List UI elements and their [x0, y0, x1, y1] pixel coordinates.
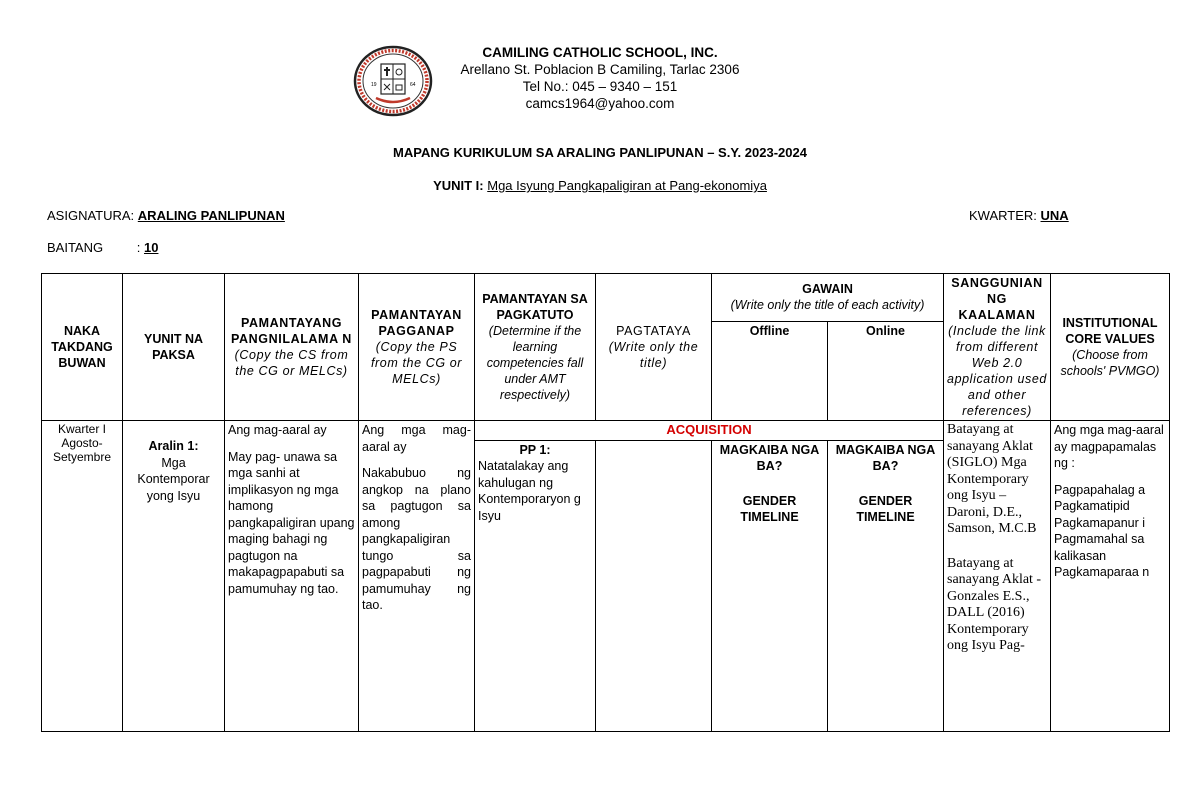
cell-online-activity: MAGKAIBA NGA BA? GENDER TIMELINE	[828, 440, 944, 732]
subject-label: ASIGNATURA:	[47, 208, 135, 223]
school-email: camcs1964@yahoo.com	[525, 96, 675, 111]
grade-label: BAITANG	[47, 240, 104, 255]
svg-text:19: 19	[371, 82, 377, 88]
cell-content-standard: Ang mag-aaral ay May pag- unawa sa mga sanhi at implikasyon ng mga hamong pangkapaligiran upang maging bahagi ng pagtugon na makapagpapabuti sa pamumuhay ng tao.	[225, 421, 359, 732]
header-references: SANGGUNIAN NG KAALAMAN (Include the link from different Web 2.0 application used and other references)	[944, 274, 1051, 421]
cell-performance-standard: Ang mga mag-aaral ay Nakabubuo ng angkop na plano sa pagtugon sa among pangkapaligiran tungo sa pagpapabuti ng pamumuhay ng tao.	[359, 421, 475, 732]
cell-offline-activity: MAGKAIBA NGA BA? GENDER TIMELINE	[712, 440, 828, 732]
header-learning-competency: PAMANTAYAN SA PAGKATUTO (Determine if the learning competencies fall under AMT respectively)	[475, 274, 596, 421]
subject-value: ARALING PANLIPUNAN	[137, 208, 285, 223]
curriculum-map-table	[41, 273, 1170, 732]
school-info	[420, 44, 780, 112]
svg-text:64: 64	[410, 82, 416, 88]
header-topic: YUNIT NA PAKSA	[123, 274, 225, 421]
unit-value: Mga Isyung Pangkapaligiran at Pang-ekonomiya	[487, 178, 767, 193]
cell-assessment	[596, 440, 712, 732]
letterhead	[0, 44, 1200, 124]
unit-title	[0, 178, 1200, 193]
cell-month: Kwarter I Agosto-Setyembre	[42, 421, 123, 732]
header-offline: Offline	[712, 321, 828, 420]
unit-label: YUNIT I:	[433, 178, 484, 193]
grade-line	[47, 240, 158, 255]
header-online: Online	[828, 321, 944, 420]
cell-core-values: Ang mga mag-aaral ay magpapamalas ng : Pagpapahalag a Pagkamatipid Pagkamapanur i Pagmamahal sa kalikasan Pagkamaparaa n	[1051, 421, 1170, 732]
school-name: CAMILING CATHOLIC SCHOOL, INC.	[482, 45, 718, 60]
school-tel: Tel No.: 045 – 9340 – 151	[522, 79, 678, 94]
document-title: MAPANG KURIKULUM SA ARALING PANLIPUNAN – S.Y. 2023-2024	[393, 145, 807, 160]
cell-learning-competency: PP 1: Natatalakay ang kahulugan ng Kontemporaryon g Isyu	[475, 440, 596, 732]
header-assessment: PAGTATAYA (Write only the title)	[596, 274, 712, 421]
school-address: Arellano St. Poblacion B Camiling, Tarlac 2306	[460, 62, 740, 77]
header-content-standard: PAMANTAYANG PANGNILALAMA N (Copy the CS from the CG or MELCs)	[225, 274, 359, 421]
header-core-values: INSTITUTIONAL CORE VALUES (Choose from schools' PVMGO)	[1051, 274, 1170, 421]
cell-topic: Aralin 1: Mga Kontemporar yong Isyu	[123, 421, 225, 732]
grade-colon: :	[136, 240, 141, 255]
header-month: NAKA TAKDANG BUWAN	[42, 274, 123, 421]
quarter-value: UNA	[1040, 208, 1069, 223]
header-gawain: GAWAIN (Write only the title of each activity)	[712, 274, 944, 322]
grade-value: 10	[143, 240, 159, 255]
subject-line	[47, 208, 285, 223]
quarter-label: KWARTER:	[969, 208, 1037, 223]
header-performance-standard: PAMANTAYAN PAGGANAP (Copy the PS from the CG or MELCs)	[359, 274, 475, 421]
cell-references: Batayang at sanayang Aklat (SIGLO) Mga Kontemporary ong Isyu – Daroni, D.E., Samson, M.C.B Batayang at sanayang Aklat - Gonzales E.S., DALL (2016) Kontemporary ong Isyu Pag-	[944, 421, 1051, 732]
acquisition-label: ACQUISITION	[475, 421, 944, 441]
quarter-line	[969, 208, 1069, 223]
